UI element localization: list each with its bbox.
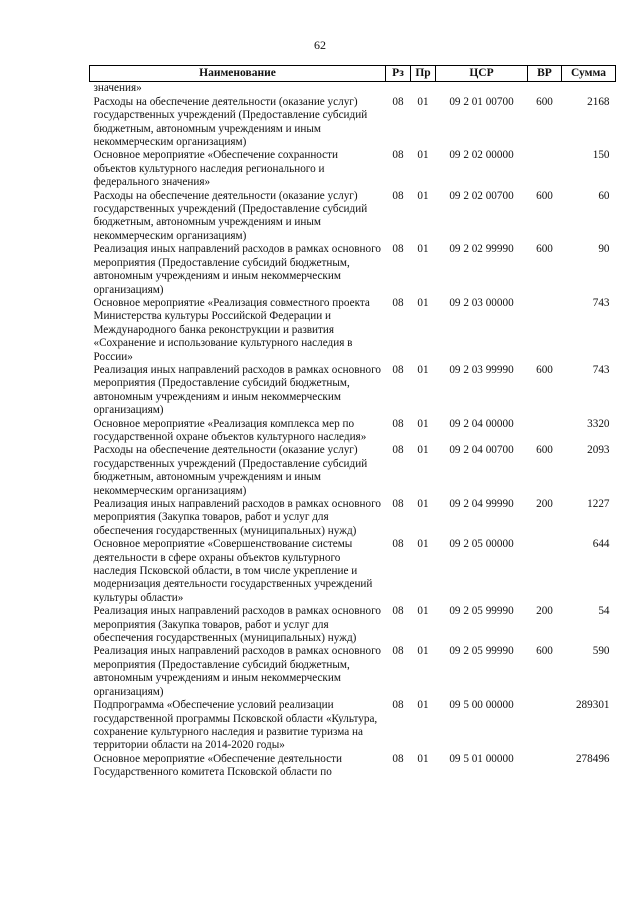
header-pr: Пр bbox=[411, 66, 436, 82]
row-csr-cell: 09 2 05 99990 bbox=[449, 645, 514, 658]
row-rz-cell: 08 bbox=[392, 498, 404, 510]
row-pr-cell: 01 bbox=[417, 605, 429, 618]
row-name-cell: Основное мероприятие «Реализация комплекса мер по государственной охране объектов культурного наследия» bbox=[93, 417, 367, 443]
row-vr-cell: 600 bbox=[536, 95, 553, 108]
row-csr-cell: 09 2 02 00000 bbox=[449, 149, 514, 162]
table-row bbox=[90, 753, 616, 780]
row-csr-cell: 09 5 01 00000 bbox=[449, 752, 514, 765]
row-csr-cell bbox=[436, 82, 528, 96]
page-number: 62 bbox=[314, 38, 326, 52]
row-sum-cell: 90 bbox=[598, 243, 610, 256]
row-sum-cell: 54 bbox=[598, 605, 610, 618]
row-rz-cell: 08 bbox=[392, 417, 404, 430]
row-pr-cell: 01 bbox=[417, 752, 429, 765]
row-name-cell: Основное мероприятие «Реализация совместного проекта Министерства культуры Российской Федерации и Международного банка реконструкции и развития «Сохранение и использование культурного наследия в России» bbox=[93, 296, 370, 363]
row-csr-cell: 09 2 01 00700 bbox=[449, 95, 514, 108]
table-row bbox=[90, 364, 616, 418]
row-pr-cell: 01 bbox=[417, 645, 429, 658]
row-rz-cell: 08 bbox=[392, 363, 404, 376]
row-rz-cell: 08 bbox=[392, 752, 404, 765]
table-body bbox=[90, 82, 616, 780]
row-rz-cell: 08 bbox=[392, 444, 404, 457]
row-csr-cell: 09 2 05 99990 bbox=[449, 605, 514, 618]
row-vr-cell: 600 bbox=[536, 645, 553, 658]
header-sum: Сумма bbox=[562, 66, 616, 82]
row-pr-cell: 01 bbox=[417, 149, 429, 162]
row-rz-cell bbox=[386, 82, 411, 96]
table-row bbox=[90, 645, 616, 699]
row-vr-cell bbox=[528, 82, 562, 96]
table-row bbox=[90, 418, 616, 445]
header-rz: Рз bbox=[386, 66, 411, 82]
table-row bbox=[90, 699, 616, 753]
row-vr-cell: 600 bbox=[536, 189, 553, 202]
row-name-cell: Расходы на обеспечение деятельности (оказание услуг) государственных учреждений (Предоставление субсидий бюджетным, автономным учреждениям и иным некоммерческим организациям) bbox=[93, 95, 368, 149]
row-csr-cell: 09 2 04 99990 bbox=[449, 498, 514, 510]
row-name-cell: Расходы на обеспечение деятельности (оказание услуг) государственных учреждений (Предоставление субсидий бюджетным, автономным учреждениям и иным некоммерческим организациям) bbox=[93, 444, 368, 497]
row-pr-cell: 01 bbox=[417, 538, 429, 551]
row-sum-cell: 2093 bbox=[587, 444, 610, 457]
row-sum-cell: 590 bbox=[592, 645, 610, 658]
table-row bbox=[90, 82, 616, 96]
row-rz-cell: 08 bbox=[392, 149, 404, 162]
row-vr-cell: 200 bbox=[536, 605, 553, 618]
row-rz-cell: 08 bbox=[392, 243, 404, 256]
row-sum-cell: 743 bbox=[592, 363, 610, 376]
row-sum-cell: 743 bbox=[592, 296, 610, 309]
header-name: Наименование bbox=[90, 66, 386, 82]
row-pr-cell: 01 bbox=[417, 296, 429, 309]
row-vr-cell bbox=[528, 753, 562, 780]
table-row bbox=[90, 297, 616, 364]
header-row bbox=[90, 66, 616, 82]
row-vr-cell bbox=[528, 538, 562, 605]
row-rz-cell: 08 bbox=[392, 699, 404, 712]
row-name-cell: Реализация иных направлений расходов в рамках основного мероприятия (Предоставление субсидий бюджетным, автономным учреждениям и иным некоммерческим организациям) bbox=[93, 645, 381, 698]
row-name-cell: Основное мероприятие «Обеспечение деятельности Государственного комитета Псковской области по bbox=[93, 752, 342, 779]
table-row bbox=[90, 444, 616, 498]
table-row bbox=[90, 96, 616, 150]
row-vr-cell: 600 bbox=[536, 363, 553, 376]
row-csr-cell: 09 2 03 99990 bbox=[449, 363, 514, 376]
budget-table-container bbox=[89, 65, 615, 780]
row-csr-cell: 09 2 04 00700 bbox=[449, 444, 514, 457]
row-rz-cell: 08 bbox=[392, 95, 404, 108]
row-sum-cell: 644 bbox=[592, 538, 610, 551]
table-row bbox=[90, 538, 616, 605]
row-csr-cell: 09 2 04 00000 bbox=[449, 417, 514, 430]
row-rz-cell: 08 bbox=[392, 296, 404, 309]
row-vr-cell bbox=[528, 297, 562, 364]
row-vr-cell: 600 bbox=[536, 243, 553, 256]
row-name-cell: Реализация иных направлений расходов в рамках основного мероприятия (Закупка товаров, работ и услуг для обеспечения государственных (муниципальных) нужд) bbox=[93, 605, 381, 645]
row-pr-cell: 01 bbox=[417, 498, 429, 510]
row-pr-cell: 01 bbox=[417, 95, 429, 108]
row-vr-cell: 200 bbox=[536, 498, 553, 510]
row-vr-cell: 600 bbox=[536, 444, 553, 457]
row-sum-cell: 3320 bbox=[587, 417, 610, 430]
row-csr-cell: 09 2 03 00000 bbox=[449, 296, 514, 309]
row-csr-cell: 09 2 05 00000 bbox=[449, 538, 514, 551]
row-name-cell: Подпрограмма «Обеспечение условий реализации государственной программы Псковской области «Культура, сохранение культурного наследия и развитие туризма на территории области на 2014-2020 годы» bbox=[93, 699, 378, 752]
row-sum-cell: 1227 bbox=[587, 498, 610, 510]
row-sum-cell: 60 bbox=[598, 189, 610, 202]
row-rz-cell: 08 bbox=[392, 605, 404, 618]
header-csr: ЦСР bbox=[436, 66, 528, 82]
row-rz-cell: 08 bbox=[392, 538, 404, 551]
row-name-cell: Основное мероприятие «Совершенствование системы деятельности в сфере охраны объектов культурного наследия Псковской области, в том числе укрепление и модернизация деятельности государственных учреждений культуры области» bbox=[93, 538, 373, 604]
row-sum-cell: 150 bbox=[592, 149, 610, 162]
budget-table bbox=[89, 65, 616, 780]
table-row bbox=[90, 605, 616, 645]
row-name-cell: Расходы на обеспечение деятельности (оказание услуг) государственных учреждений (Предоставление субсидий бюджетным, автономным учреждениям и иным некоммерческим организациям) bbox=[93, 189, 368, 242]
row-pr-cell: 01 bbox=[417, 189, 429, 202]
table-row bbox=[90, 149, 616, 189]
row-name-cell: значения» bbox=[93, 82, 142, 95]
table-header bbox=[90, 66, 616, 82]
row-vr-cell bbox=[528, 149, 562, 189]
row-pr-cell: 01 bbox=[417, 699, 429, 712]
header-vr: ВР bbox=[528, 66, 562, 82]
row-sum-cell: 2168 bbox=[587, 95, 610, 108]
row-csr-cell: 09 5 00 00000 bbox=[449, 699, 514, 712]
row-pr-cell: 01 bbox=[417, 363, 429, 376]
row-csr-cell: 09 2 02 00700 bbox=[449, 189, 514, 202]
table-row bbox=[90, 243, 616, 297]
row-pr-cell: 01 bbox=[417, 243, 429, 256]
row-sum-cell bbox=[562, 82, 616, 96]
row-vr-cell bbox=[528, 699, 562, 753]
row-pr-cell bbox=[411, 82, 436, 96]
row-sum-cell: 278496 bbox=[575, 752, 610, 765]
table-row bbox=[90, 498, 616, 538]
row-name-cell: Реализация иных направлений расходов в рамках основного мероприятия (Предоставление субсидий бюджетным, автономным учреждениям и иным некоммерческим организациям) bbox=[93, 363, 381, 417]
row-pr-cell: 01 bbox=[417, 444, 429, 457]
row-sum-cell: 289301 bbox=[575, 699, 610, 712]
row-rz-cell: 08 bbox=[392, 645, 404, 658]
row-rz-cell: 08 bbox=[392, 189, 404, 202]
row-vr-cell bbox=[528, 418, 562, 445]
row-csr-cell: 09 2 02 99990 bbox=[449, 243, 514, 256]
row-name-cell: Основное мероприятие «Обеспечение сохранности объектов культурного наследия регионального и федерального значения» bbox=[93, 149, 339, 189]
table-row bbox=[90, 190, 616, 244]
row-name-cell: Реализация иных направлений расходов в рамках основного мероприятия (Предоставление субсидий бюджетным, автономным учреждениям и иным некоммерческим организациям) bbox=[93, 243, 381, 296]
row-pr-cell: 01 bbox=[417, 417, 429, 430]
row-name-cell: Реализация иных направлений расходов в рамках основного мероприятия (Закупка товаров, работ и услуг для обеспечения государственных (муниципальных) нужд) bbox=[93, 498, 381, 537]
